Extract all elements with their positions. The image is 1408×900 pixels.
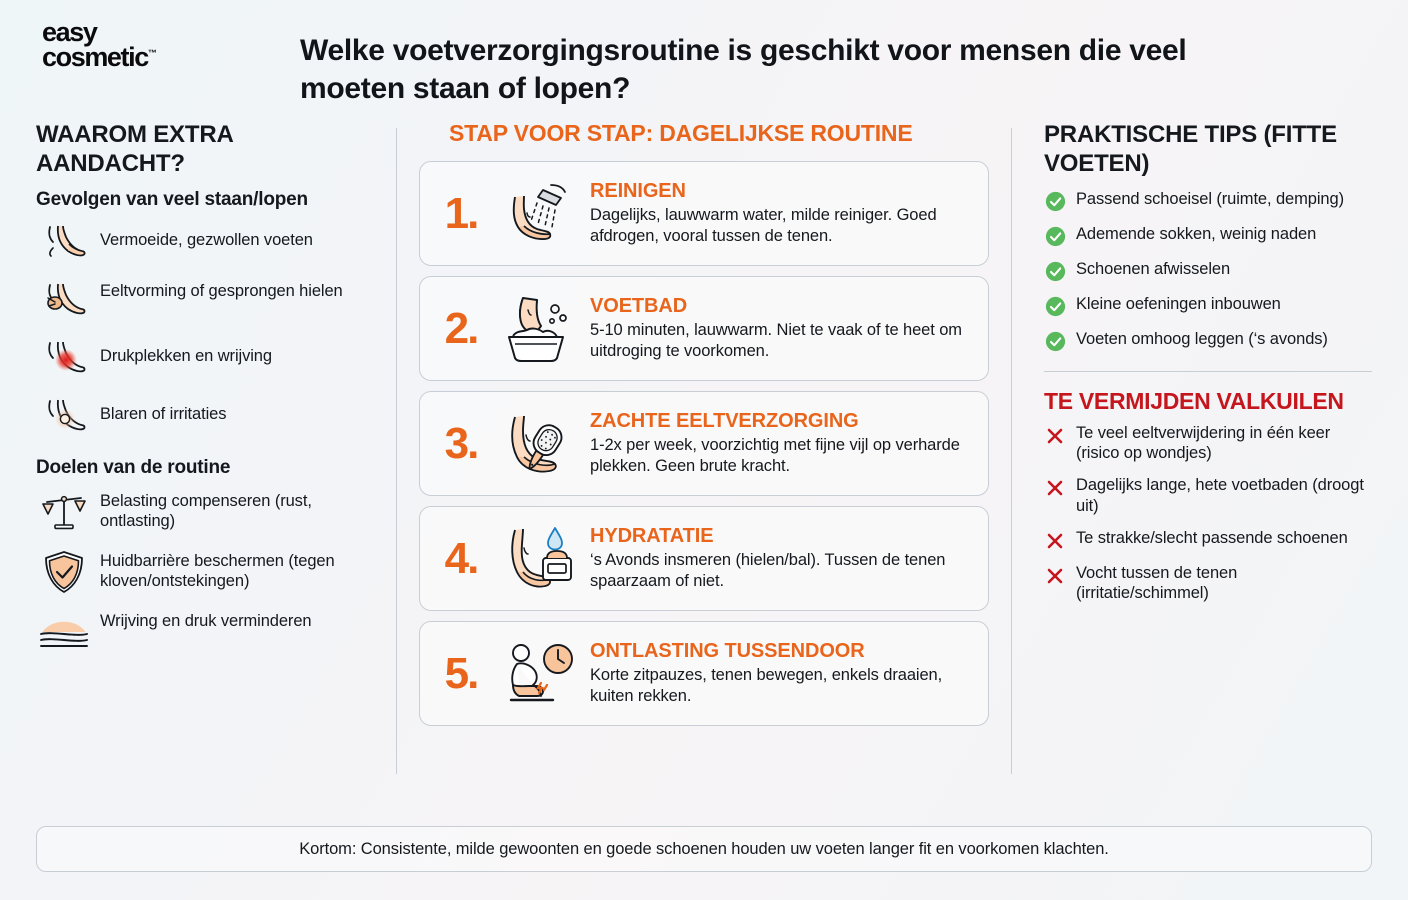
foot-blister-icon <box>36 395 92 441</box>
list-item <box>1044 224 1372 248</box>
list-item <box>36 279 368 325</box>
list-item-label: Drukplekken en wrijving <box>100 346 272 365</box>
list-item-label: Voeten omhoog leggen (‘s avonds) <box>1076 329 1328 348</box>
step-body <box>582 640 972 708</box>
step-description: 5-10 minuten, lauwwarm. Niet te vaak of te heet om uitdroging te voorkomen. <box>590 320 962 360</box>
goals-title: Doelen van de routine <box>36 456 231 478</box>
green-check-circle-icon <box>1044 191 1066 213</box>
logo-line-easy: easy <box>42 17 97 47</box>
goals-list <box>36 489 368 655</box>
list-item-label: Vocht tussen de tenen (irritatie/schimmel) <box>1076 563 1238 603</box>
list-item-label: Belasting compenseren (rust, ontlasting) <box>100 491 312 531</box>
step-body <box>582 180 972 248</box>
brand-logo <box>30 16 270 70</box>
skin-layers-icon <box>36 609 92 655</box>
summary-footer <box>36 826 1372 872</box>
list-item <box>36 221 368 267</box>
step-body <box>582 295 972 363</box>
summary-text: Kortom: Consistente, milde gewoonten en goede schoenen houden uw voeten langer fit en voorkomen klachten. <box>299 839 1109 858</box>
list-item-label: Blaren of irritaties <box>100 404 227 423</box>
foot-bath-basin-icon <box>490 289 582 369</box>
foot-file-icon <box>490 404 582 484</box>
list-item-label: Huidbarrière beschermen (tegen kloven/ontstekingen) <box>100 551 335 591</box>
step-card-3[interactable] <box>419 391 989 496</box>
list-item-label: Kleine oefeningen inbouwen <box>1076 294 1281 313</box>
list-item <box>36 395 368 441</box>
routine-section-title: STAP VOOR STAP: DAGELIJKSE ROUTINE <box>449 120 913 146</box>
step-description: 1-2x per week, voorzichtig met fijne vijl op verharde plekken. Geen brute kracht. <box>590 435 960 475</box>
green-check-circle-icon <box>1044 226 1066 248</box>
list-item <box>1044 329 1372 353</box>
step-heading: HYDRATATIE <box>590 524 714 547</box>
step-number: 2. <box>444 303 478 353</box>
balance-scale-icon <box>36 489 92 535</box>
list-item-label: Schoenen afwisselen <box>1076 259 1231 278</box>
step-card-4[interactable] <box>419 506 989 611</box>
content-columns <box>0 120 1408 780</box>
red-x-icon <box>1044 425 1066 447</box>
list-item <box>1044 528 1372 552</box>
step-body <box>582 410 972 478</box>
person-stretch-clock-icon <box>490 634 582 714</box>
list-item <box>36 489 368 535</box>
list-item-label: Eeltvorming of gesprongen hielen <box>100 281 343 300</box>
pitfalls-list <box>1044 423 1372 605</box>
step-heading: VOETBAD <box>590 294 688 317</box>
column-tips-pitfalls <box>1030 120 1382 780</box>
red-x-icon <box>1044 565 1066 587</box>
page-title: Welke voetverzorgingsroutine is geschikt voor mensen die veel moeten staan of lopen? <box>300 34 1187 106</box>
step-card-1[interactable] <box>419 161 989 266</box>
list-item <box>36 337 368 383</box>
step-card-2[interactable] <box>419 276 989 381</box>
step-heading: REINIGEN <box>590 179 686 202</box>
trademark-symbol: ™ <box>147 47 157 58</box>
step-body <box>582 525 972 593</box>
step-description: ‘s Avonds insmeren (hielen/bal). Tussen de tenen spaarzaam of niet. <box>590 550 946 590</box>
column-why-attention <box>26 120 378 780</box>
page-header <box>0 0 1408 120</box>
list-item <box>36 609 368 655</box>
step-number: 3. <box>444 418 478 468</box>
pitfalls-section-title: TE VERMIJDEN VALKUILEN <box>1044 387 1344 414</box>
divider-right <box>1011 128 1012 774</box>
list-item-label: Passend schoeisel (ruimte, demping) <box>1076 189 1344 208</box>
foot-cream-drop-icon <box>490 519 582 599</box>
list-item <box>1044 475 1372 517</box>
list-item <box>1044 294 1372 318</box>
step-heading: ZACHTE EELTVERZORGING <box>590 409 859 432</box>
shield-check-icon <box>36 549 92 595</box>
step-number: 4. <box>444 533 478 583</box>
list-item <box>36 549 368 595</box>
step-description: Korte zitpauzes, tenen bewegen, enkels draaien, kuiten rekken. <box>590 665 943 705</box>
list-item-label: Te veel eeltverwijdering in één keer (risico op wondjes) <box>1076 423 1331 463</box>
consequences-list <box>36 221 368 441</box>
divider-left <box>396 128 397 774</box>
list-item-label: Dagelijks lange, hete voetbaden (droogt uit) <box>1076 476 1364 515</box>
red-x-icon <box>1044 477 1066 499</box>
left-section-title: WAAROM EXTRA AANDACHT? <box>36 121 233 178</box>
foot-callus-icon <box>36 279 92 325</box>
list-item-label: Vermoeide, gezwollen voeten <box>100 230 313 249</box>
tips-list <box>1044 189 1372 353</box>
list-item <box>1044 189 1372 213</box>
list-item-label: Ademende sokken, weinig naden <box>1076 224 1317 243</box>
section-divider <box>1044 371 1372 372</box>
list-item <box>1044 563 1372 605</box>
step-heading: ONTLASTING TUSSENDOOR <box>590 639 865 662</box>
tips-section-title: PRAKTISCHE TIPS (FITTE VOETEN) <box>1044 121 1337 178</box>
green-check-circle-icon <box>1044 296 1066 318</box>
list-item <box>1044 259 1372 283</box>
step-card-5[interactable] <box>419 621 989 726</box>
list-item <box>1044 423 1372 465</box>
step-number: 5. <box>444 648 478 698</box>
consequences-title: Gevolgen van veel staan/lopen <box>36 188 308 210</box>
list-item-label: Te strakke/slecht passende schoenen <box>1076 528 1348 547</box>
green-check-circle-icon <box>1044 261 1066 283</box>
step-description: Dagelijks, lauwwarm water, milde reiniger. Goed afdrogen, vooral tussen de tenen. <box>590 205 937 245</box>
list-item-label: Wrijving en druk verminderen <box>100 611 312 630</box>
foot-pressure-point-icon <box>36 337 92 383</box>
foot-shower-icon <box>490 174 582 254</box>
green-check-circle-icon <box>1044 331 1066 353</box>
red-x-icon <box>1044 530 1066 552</box>
logo-line-cosmetic: cosmetic™ <box>42 41 157 72</box>
goals-section <box>36 457 368 655</box>
step-number: 1. <box>444 188 478 238</box>
column-daily-routine <box>415 120 993 780</box>
foot-swollen-icon <box>36 221 92 267</box>
